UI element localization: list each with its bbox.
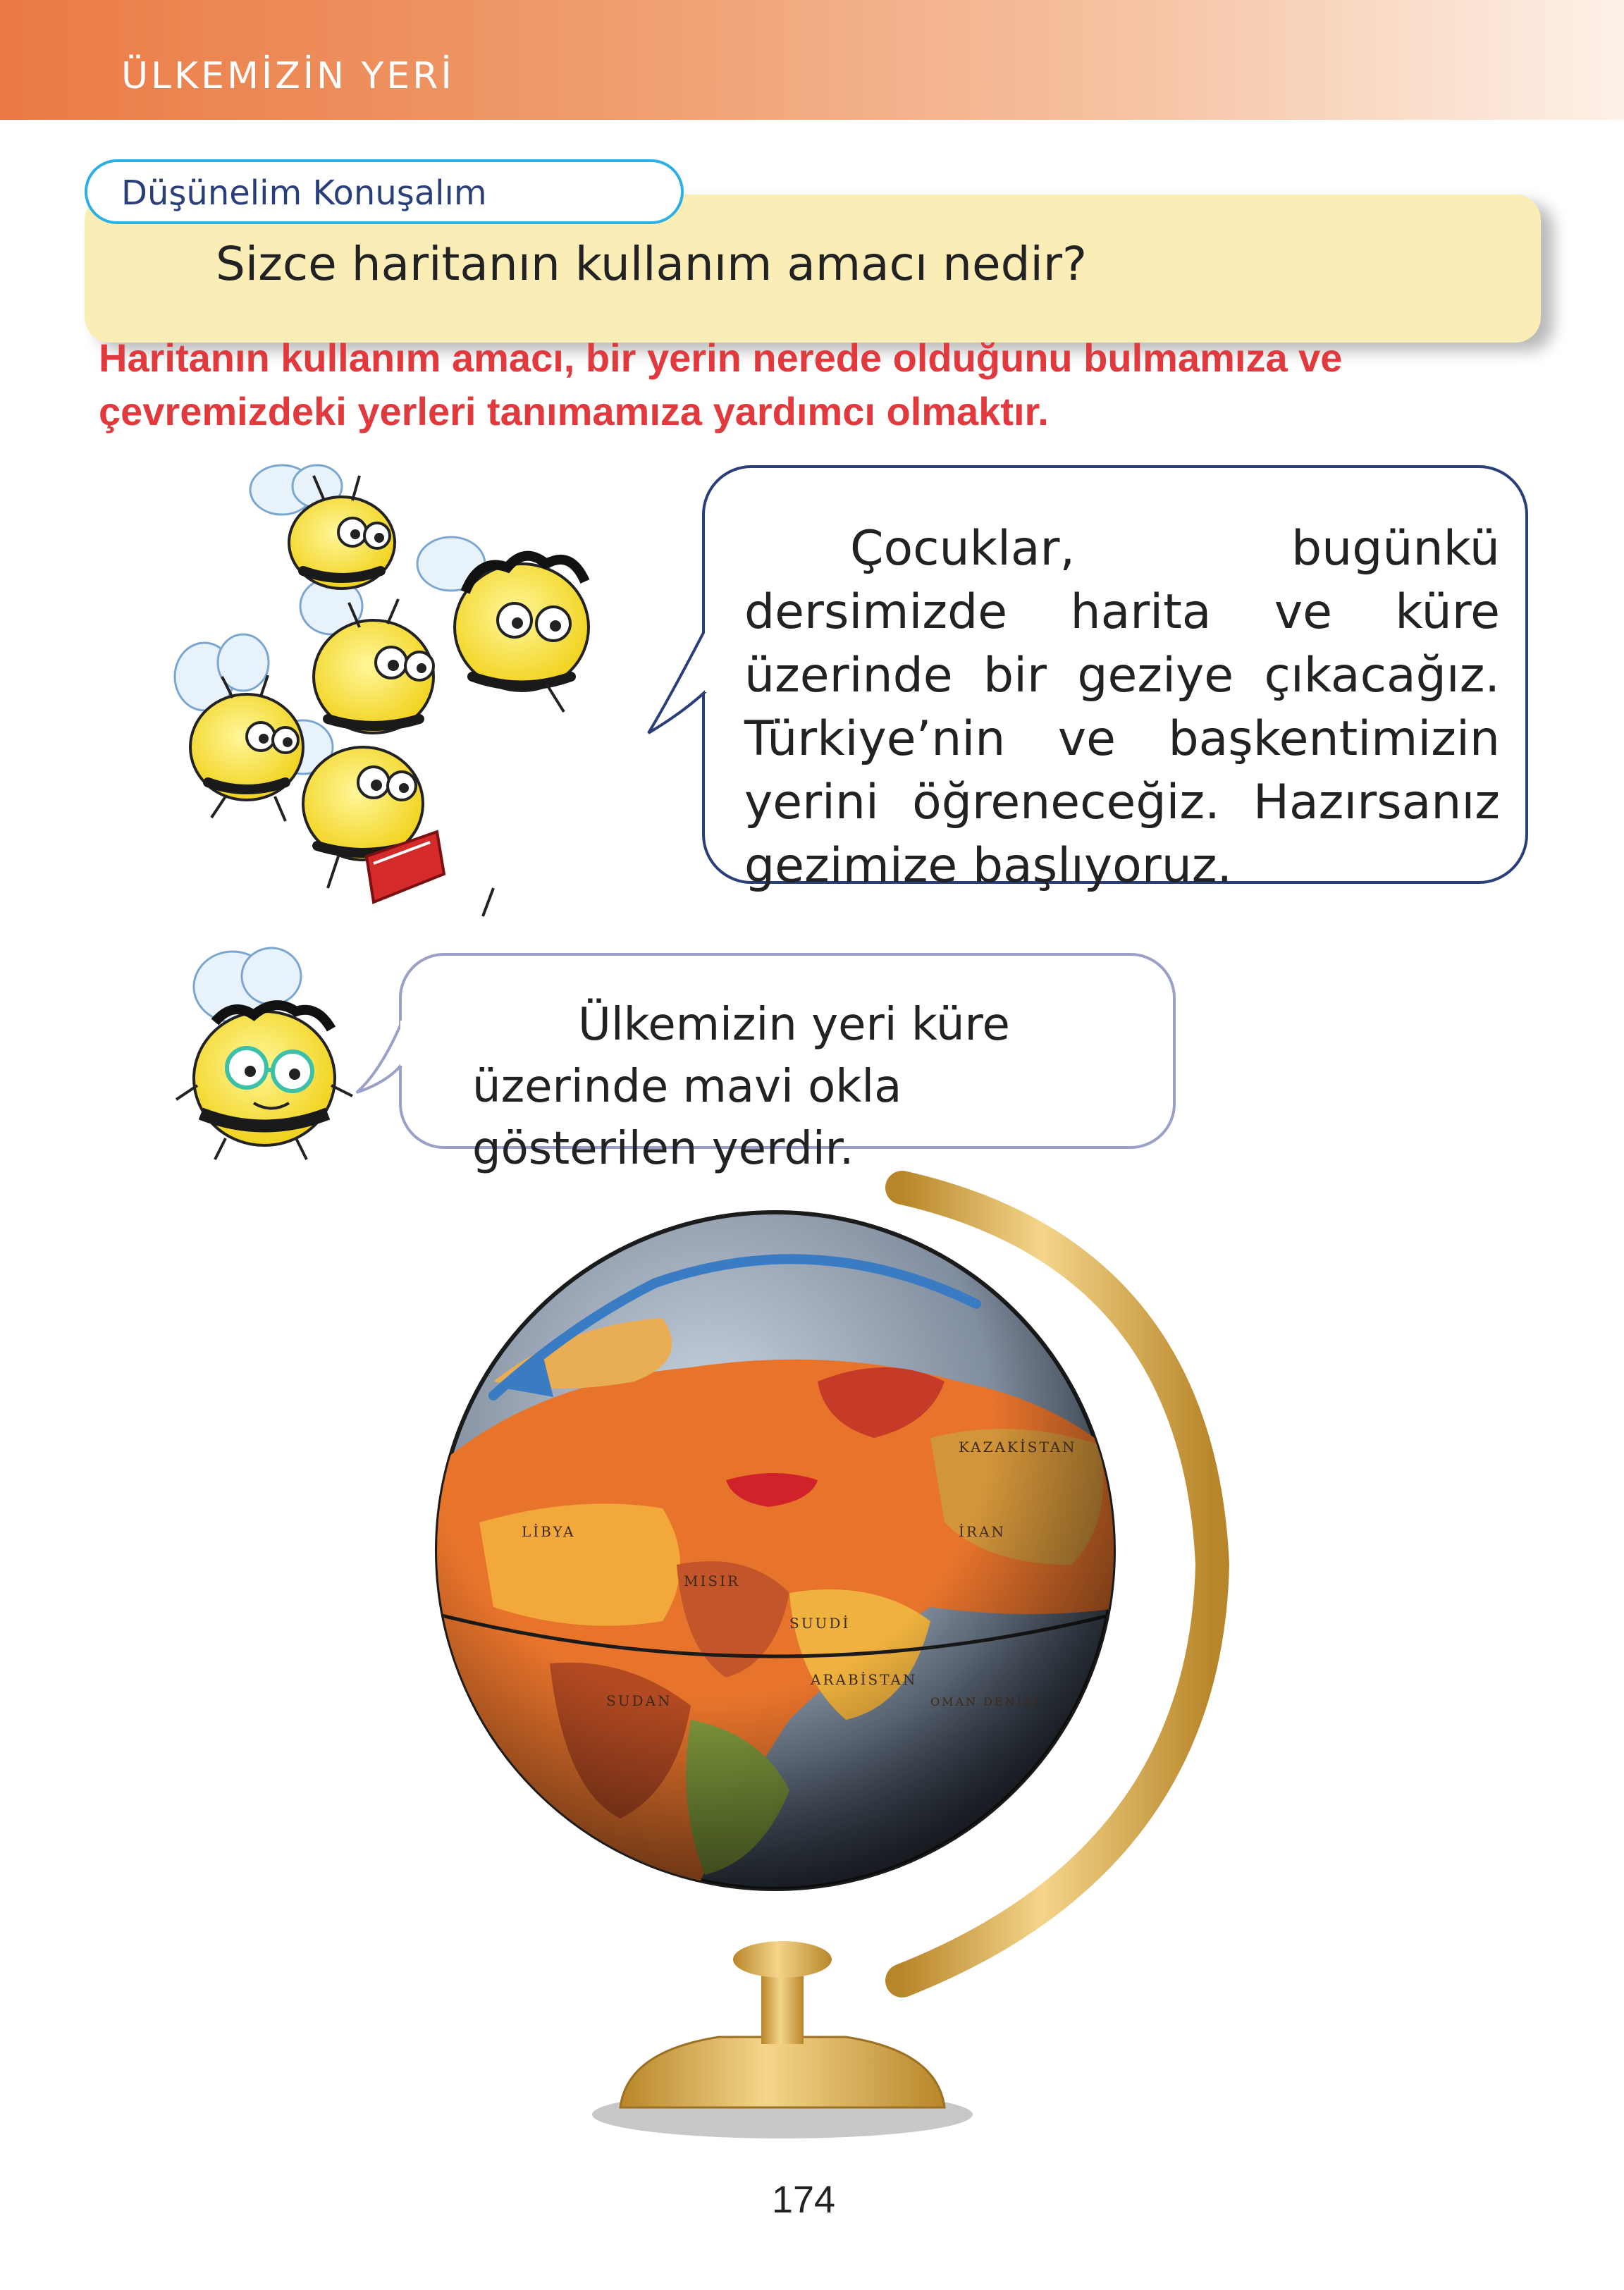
teacher-speech-bubble [702, 465, 1528, 894]
globe-label-misir: MISIR [684, 1572, 741, 1589]
discussion-tag [85, 159, 684, 224]
page-title: ÜLKEMİZİN YERİ [121, 55, 455, 97]
bee-group-illustration [141, 451, 691, 930]
student-speech-text: Ülkemizin yeri küre üzerinde mavi okla gösterilen yerdir. [472, 999, 1010, 1175]
discussion-question: Sizce haritanın kullanım amacı nedir? [216, 237, 1087, 291]
student-bubble-tail [352, 1015, 403, 1100]
page-number: 174 [771, 2179, 836, 2221]
answer-text: Haritanın kullanım amacı, bir yerin nerede olduğunu bulmamıza ve çevremizdeki yerleri tanımamıza yardımcı olmaktır. [99, 336, 1343, 433]
globe-label-oman: OMAN DENİZİ [930, 1695, 1040, 1709]
teacher-speech-text: Çocuklar, bugünkü dersimizde harita ve küre üzerinde bir geziye çıkacağız. Türkiye’nin ve başkentimizin yerini öğreneceğiz. Hazırsanız gezimize başlıyoruz. [744, 521, 1500, 894]
globe-illustration [395, 1170, 1241, 2143]
globe-label-suudi: SUUDİ [789, 1615, 851, 1632]
globe-label-iran: İRAN [959, 1523, 1006, 1540]
globe-label-sudan: SUDAN [606, 1692, 672, 1709]
teacher-bubble-tail [641, 620, 712, 747]
globe-label-arabistan: ARABİSTAN [811, 1671, 918, 1688]
student-bee-illustration [148, 937, 374, 1170]
header-bar [0, 0, 1624, 120]
globe-label-kazakistan: KAZAKİSTAN [959, 1439, 1077, 1455]
discussion-tag-label: Düşünelim Konuşalım [121, 173, 487, 213]
student-speech-bubble [399, 953, 1176, 1175]
globe-label-libya: LİBYA [522, 1523, 576, 1540]
